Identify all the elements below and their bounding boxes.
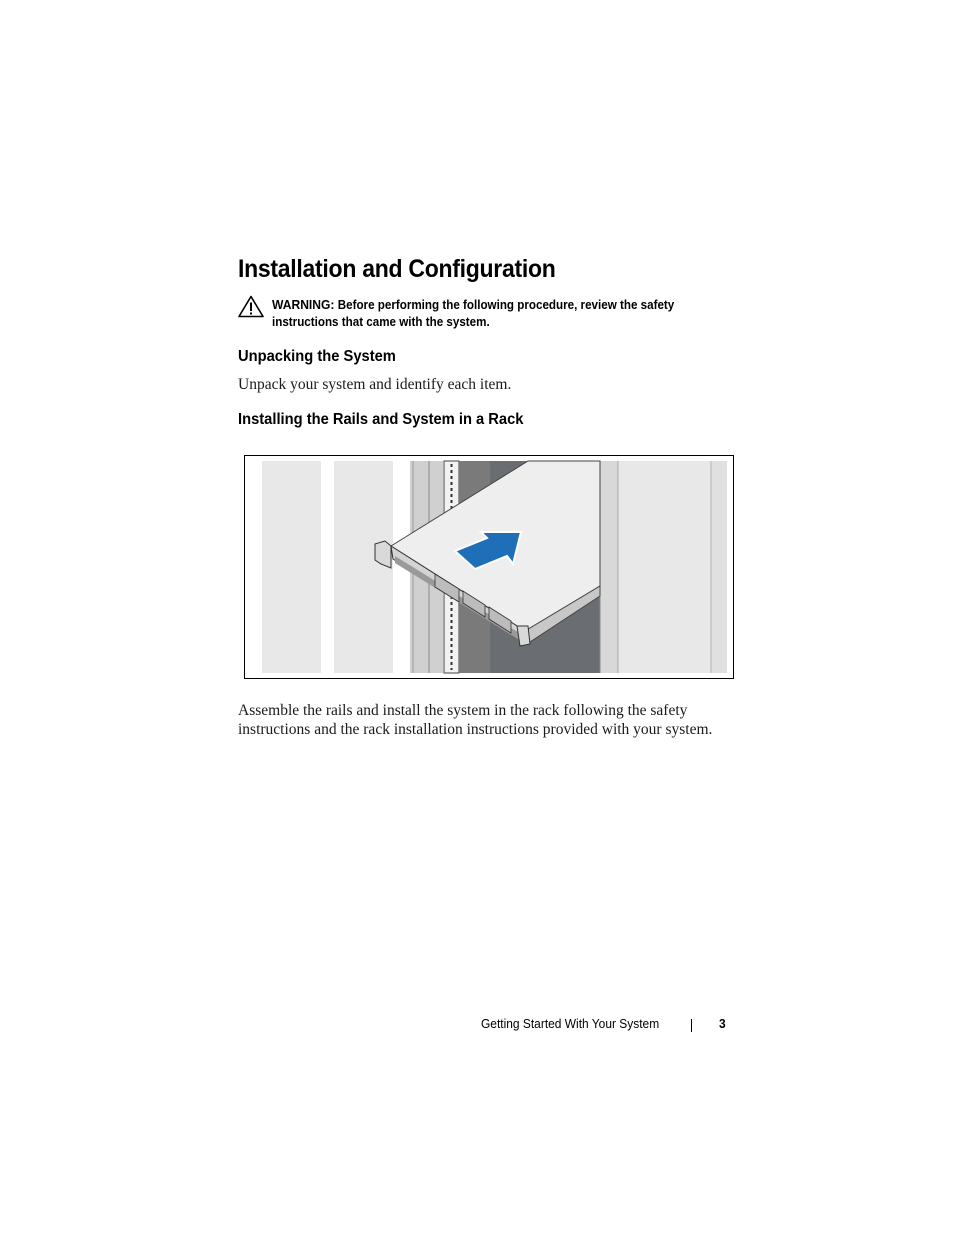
section-heading-unpacking: Unpacking the System [238, 348, 396, 365]
page-title: Installation and Configuration [238, 255, 556, 283]
warning-label: WARNING: [272, 297, 335, 312]
warning-text: Before performing the following procedure, review the safety instructions that came with the system. [272, 298, 675, 329]
warning-triangle-icon [238, 295, 264, 318]
page-number: 3 [719, 1016, 726, 1031]
rack-installation-figure [244, 455, 734, 679]
footer-separator [691, 1019, 692, 1032]
section-body-rails: Assemble the rails and install the system in the rack following the safety instructions and the rack installation instructions provided with your system. [238, 702, 713, 738]
section-body-unpacking: Unpack your system and identify each item. [238, 376, 512, 393]
footer-doc-title: Getting Started With Your System [481, 1016, 660, 1031]
section-heading-rails: Installing the Rails and System in a Rack [238, 411, 524, 428]
server-rack-illustration [245, 456, 733, 678]
warning-notice [272, 296, 709, 331]
